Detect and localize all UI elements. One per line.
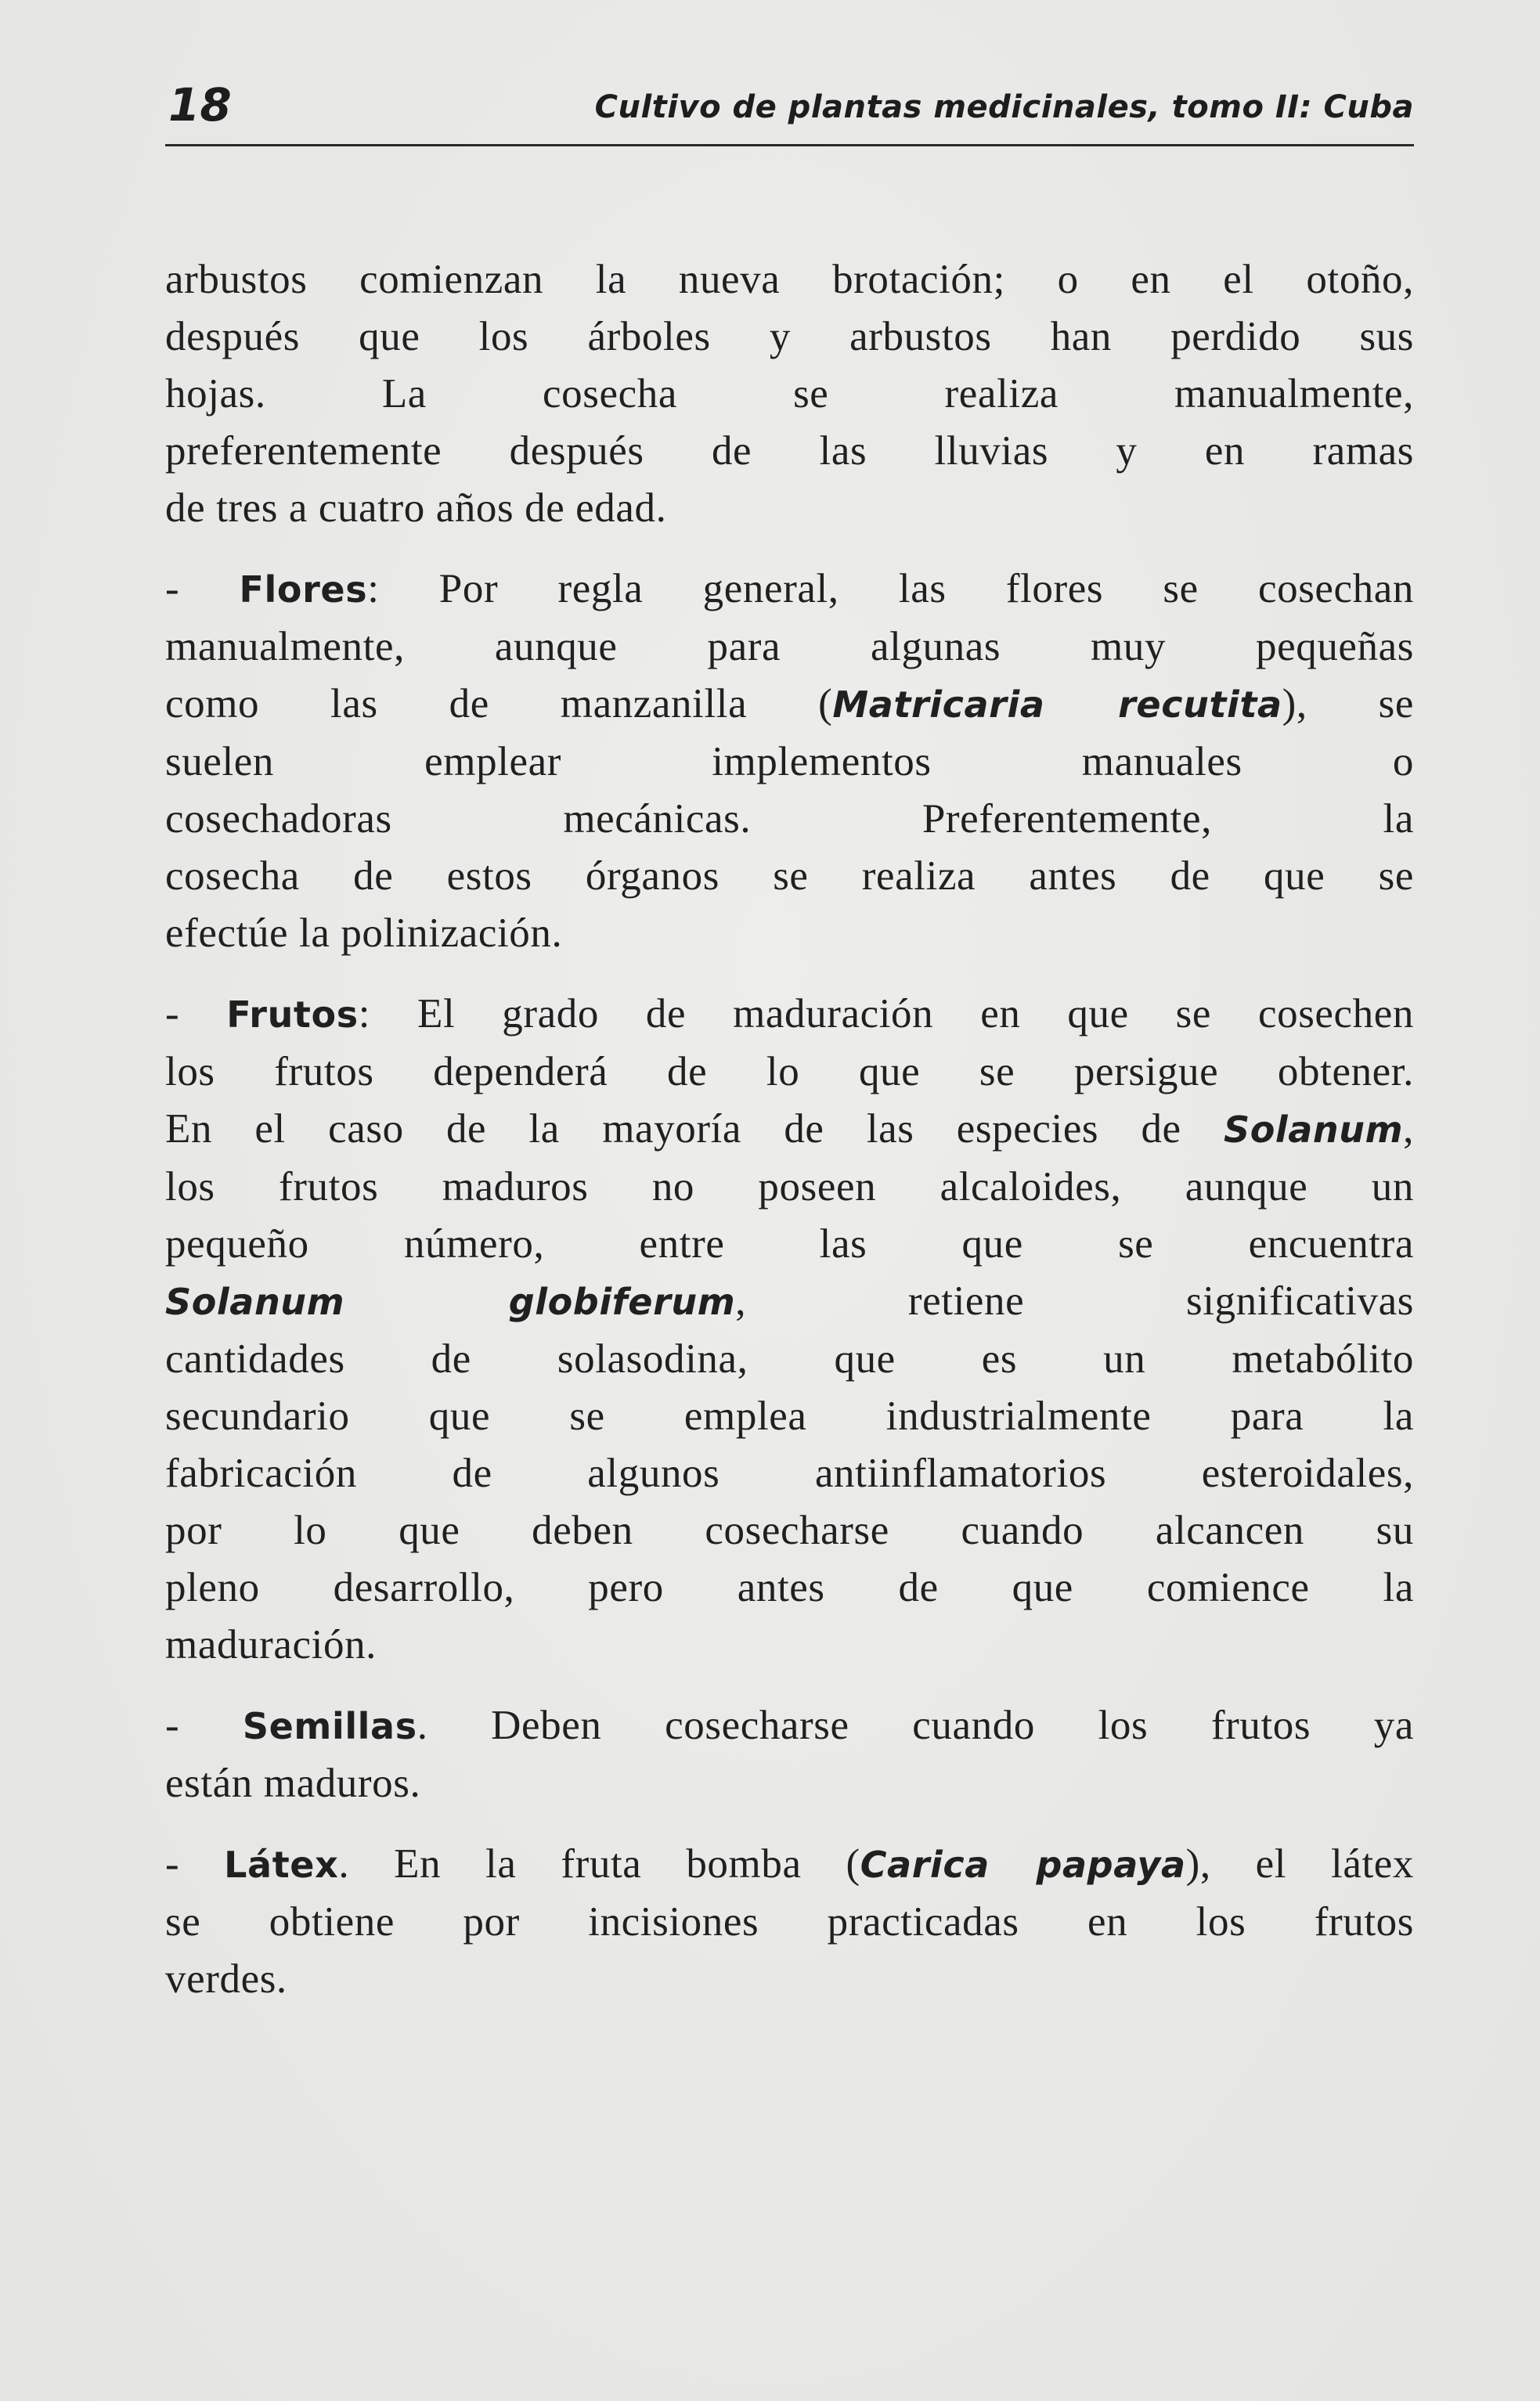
page-header (165, 78, 1414, 141)
text-run: cosecha de estos órganos se realiza antes de que se (165, 853, 1414, 899)
running-title: Cultivo de plantas medicinales, tomo II: Cuba (594, 89, 1414, 125)
text-run: - (165, 991, 227, 1036)
text-line (165, 1894, 1414, 1951)
text-line (165, 791, 1414, 848)
species-name: Carica papaya (860, 1844, 1186, 1886)
text-run: - (165, 566, 240, 611)
text-run: hojas. La cosecha se realiza manualmente, (165, 371, 1414, 416)
text-run: maduración. (165, 1622, 377, 1667)
text-line (165, 1951, 1414, 2008)
text-run: ), el látex (1185, 1841, 1414, 1887)
text-line (165, 1836, 1414, 1894)
text-run: , retiene significativas (735, 1278, 1414, 1324)
text-line (165, 1159, 1414, 1216)
species-name: Matricaria recutita (832, 683, 1282, 726)
text-run: : El grado de maduración en que se cosechen (358, 991, 1414, 1036)
text-run: como las de manzanilla ( (165, 681, 833, 726)
text-line (165, 848, 1414, 905)
text-run: preferentemente después de las lluvias y en ramas (165, 428, 1414, 474)
term-heading: Semillas (242, 1705, 417, 1747)
text-run: - (165, 1703, 243, 1748)
text-line (165, 1697, 1414, 1755)
text-line (165, 1101, 1414, 1159)
text-run: , (1403, 1106, 1414, 1152)
text-line (165, 618, 1414, 676)
text-run: después que los árboles y arbustos han perdido sus (165, 314, 1414, 359)
text-line (165, 480, 1414, 537)
text-run: pleno desarrollo, pero antes de que comience la (165, 1565, 1414, 1610)
text-run: suelen emplear implementos manuales o (165, 739, 1414, 784)
species-name: Solanum (1223, 1109, 1404, 1151)
text-line (165, 986, 1414, 1044)
header-rule (165, 144, 1414, 146)
text-run: cosechadoras mecánicas. Preferentemente, la (165, 796, 1414, 842)
text-run: cantidades de solasodina, que es un metabólito (165, 1336, 1414, 1382)
text-run: fabricación de algunos antiinflamatorios esteroidales, (165, 1451, 1414, 1496)
text-line (165, 1445, 1414, 1502)
paragraph (165, 1836, 1414, 2008)
term-heading: Flores (239, 568, 368, 611)
paragraph (165, 561, 1414, 962)
text-run: los frutos maduros no poseen alcaloides, aunque un (165, 1164, 1414, 1210)
text-run: arbustos comienzan la nueva brotación; o en el otoño, (165, 257, 1414, 302)
text-line (165, 1044, 1414, 1101)
text-run: pequeño número, entre las que se encuentra (165, 1221, 1414, 1267)
text-run: están maduros. (165, 1761, 421, 1806)
species-name: Solanum globiferum (165, 1281, 736, 1323)
text-line (165, 905, 1414, 962)
body-text (165, 251, 1414, 2031)
text-run: . Deben cosecharse cuando los frutos ya (417, 1703, 1414, 1748)
text-line (165, 308, 1414, 366)
text-line (165, 423, 1414, 480)
text-line (165, 676, 1414, 734)
text-run: los frutos dependerá de lo que se persigue obtener. (165, 1049, 1414, 1094)
text-line (165, 1502, 1414, 1559)
paragraph (165, 251, 1414, 537)
text-run: manualmente, aunque para algunas muy pequeñas (165, 624, 1414, 669)
text-run: En el caso de la mayoría de las especies de (165, 1106, 1224, 1152)
text-line (165, 1216, 1414, 1273)
text-line (165, 1559, 1414, 1617)
text-line (165, 1331, 1414, 1388)
paragraph (165, 1697, 1414, 1812)
text-run: verdes. (165, 1956, 287, 2002)
text-run: por lo que deben cosecharse cuando alcancen su (165, 1508, 1414, 1553)
text-run: . En la fruta bomba ( (338, 1841, 860, 1887)
page-number: 18 (168, 78, 232, 132)
paragraph (165, 986, 1414, 1674)
text-line (165, 1273, 1414, 1331)
text-line (165, 734, 1414, 791)
text-run: secundario que se emplea industrialmente para la (165, 1393, 1414, 1439)
text-run: - (165, 1841, 225, 1887)
text-line (165, 1617, 1414, 1674)
text-line (165, 1755, 1414, 1812)
text-run: ), se (1282, 681, 1414, 726)
text-run: se obtiene por incisiones practicadas en los frutos (165, 1899, 1414, 1945)
text-line (165, 366, 1414, 423)
term-heading: Látex (224, 1844, 339, 1886)
text-run: : Por regla general, las flores se cosechan (367, 566, 1414, 611)
text-line (165, 561, 1414, 618)
text-run: de tres a cuatro años de edad. (165, 485, 667, 531)
term-heading: Frutos (226, 993, 359, 1036)
text-line (165, 251, 1414, 308)
text-run: efectúe la polinización. (165, 910, 563, 956)
text-line (165, 1388, 1414, 1445)
